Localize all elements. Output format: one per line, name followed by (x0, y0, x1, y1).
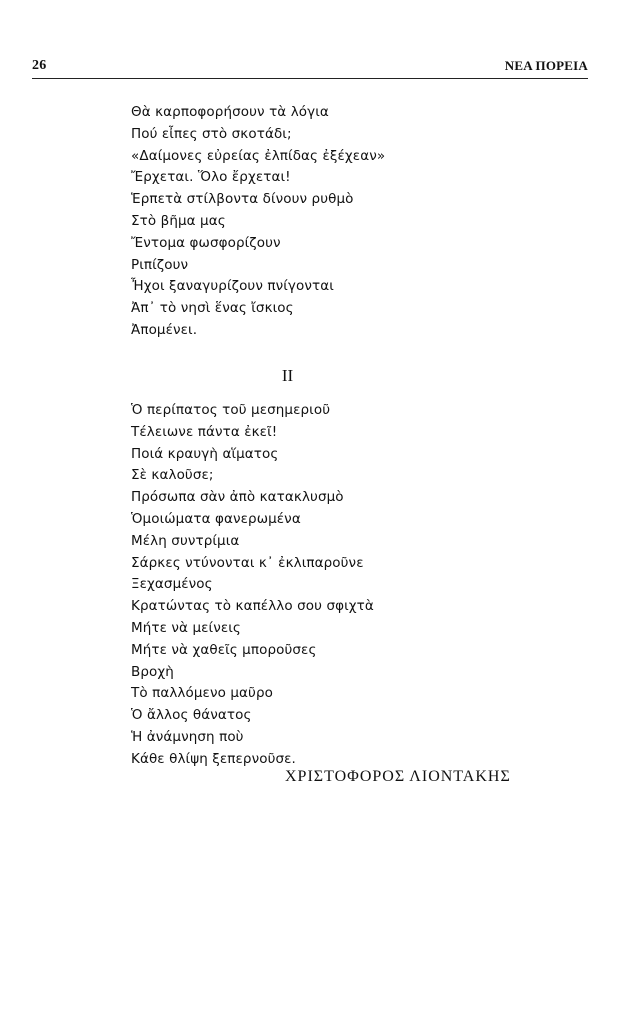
page-number: 26 (32, 58, 47, 73)
poem-line: Βροχὴ (131, 663, 174, 680)
header-rule (32, 78, 588, 79)
author-signature: ΧΡΙΣΤΟΦΟΡΟΣ ΛΙΟΝΤΑΚΗΣ (285, 768, 511, 785)
poem-line: Κάθε θλίψη ξεπερνοῦσε. (131, 750, 296, 767)
poem-line: Ξεχασμένος (131, 576, 213, 593)
poem-line: Μήτε νὰ μείνεις (131, 619, 241, 636)
poem-line: Ἔντομα φωσφορίζουν (131, 234, 281, 251)
running-head: ΝΕΑ ΠΟΡΕΙΑ (504, 58, 588, 73)
poem-line: Ἦχοι ξαναγυρίζουν πνίγονται (131, 278, 334, 295)
page-header (32, 58, 588, 76)
poem-line: Ὁ περίπατος τοῦ μεσημεριοῦ (131, 402, 331, 418)
poem-line: Πού εἶπες στὸ σκοτάδι; (131, 125, 292, 142)
poem-line: Κρατώντας τὸ καπέλλο σου σφιχτὰ (131, 598, 374, 615)
poem-line: Σὲ καλοῦσε; (131, 467, 214, 484)
poem-line: Ἡ ἀνάμνηση ποὺ (131, 728, 244, 745)
poem-line: Μέλη συντρίμια (131, 532, 240, 549)
poem-line: Σάρκες ντύνονται κ᾽ ἐκλιπαροῦνε (131, 554, 364, 571)
poem-line: «Δαίμονες εὐρείας ἐλπίδας ἐξέχεαν» (131, 147, 386, 164)
section-number: II (281, 366, 294, 385)
poem-line: Στὸ βῆμα μας (131, 212, 226, 229)
poem-line: Πρόσωπα σὰν ἀπὸ κατακλυσμὸ (131, 489, 344, 506)
poem-line: Ὁ ἄλλος θάνατος (131, 707, 252, 724)
poem-stanza-1 (131, 102, 385, 342)
poem-line: Τέλειωνε πάντα ἐκεῖ! (131, 423, 278, 440)
poem-line: Ἑρπετὰ στίλβοντα δίνουν ρυθμὸ (131, 191, 354, 208)
poem-line: Ὁμοιώματα φανερωμένα (131, 510, 301, 527)
poem-line: Ἀπ᾽ τὸ νησὶ ἕνας ἴσκιος (131, 300, 294, 317)
poem-line: Ἔρχεται. Ὅλο ἔρχεται! (131, 169, 291, 186)
poem-line: Ποιά κραυγὴ αἵματος (131, 445, 279, 462)
poem-line: Ριπίζουν (131, 256, 189, 273)
poem-line: Θὰ καρποφορήσουν τὰ λόγια (131, 104, 329, 120)
poem-line: Τὸ παλλόμενο μαῦρο (131, 685, 273, 702)
poem-stanza-2 (131, 400, 374, 771)
poem-line: Μήτε νὰ χαθεῖς μποροῦσες (131, 641, 317, 658)
poem-line: Ἀπομένει. (131, 321, 198, 338)
